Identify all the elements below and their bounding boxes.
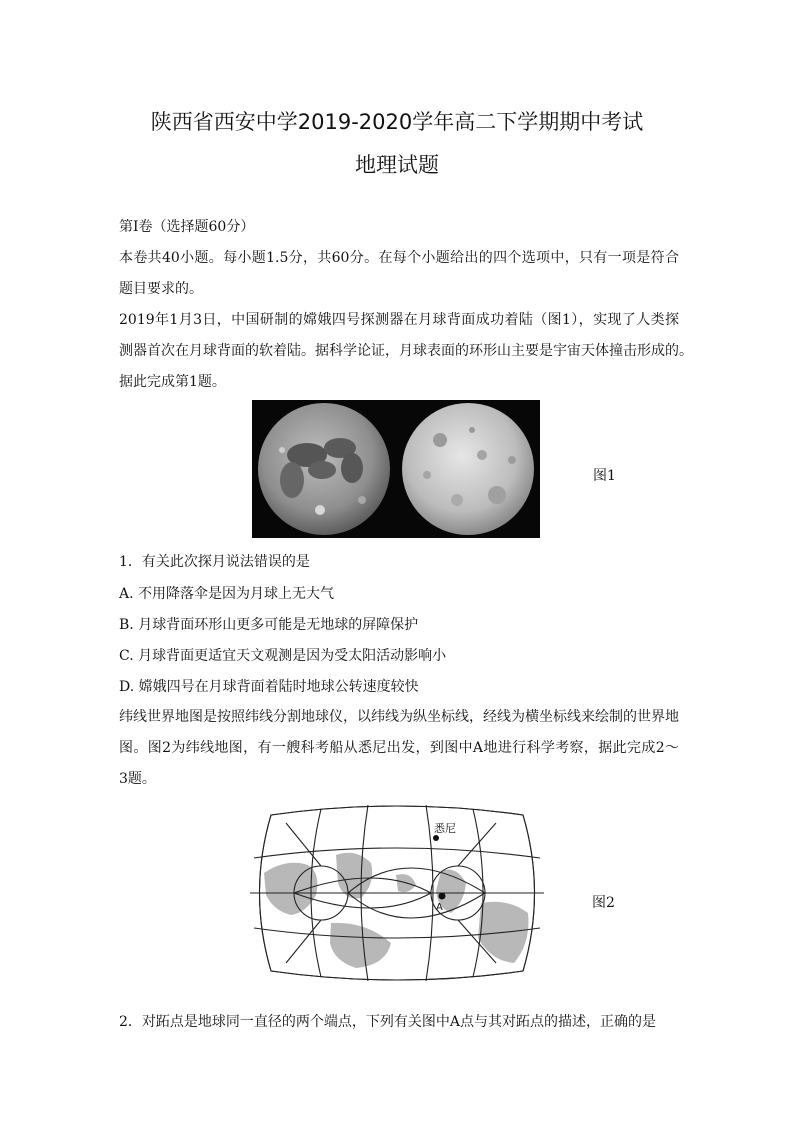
sydney-marker [433,835,439,841]
point-a-marker [439,893,446,900]
passage-1-line-3: 据此完成第1题。 [119,374,226,390]
instructions-line-2: 题目要求的。 [119,281,203,297]
moon-far-side [402,403,534,535]
passage-2-line-1: 纬线世界地图是按照纬线分割地球仪，以纬线为纵坐标线，经线为横坐标线来绘制的世界地 [119,709,679,725]
passage-2-line-2: 图。图2为纬线地图，有一艘科考船从悉尼出发，到图中A地进行科学考察，据此完成2～ [119,740,679,756]
question-2-stem: 2．对跖点是地球同一直径的两个端点，下列有关图中A点与其对跖点的描述，正确的是 [119,1014,657,1030]
instructions [119,243,679,305]
figure-2-label: 图2 [592,895,615,911]
moon-figure-image [252,400,540,538]
latitude-map-figure [246,803,548,983]
figure-1-label: 图1 [593,468,616,484]
question-1-stem: 1．有关此次探月说法错误的是 [119,554,310,570]
section-heading-text: 第Ⅰ卷（选择题60分） [119,219,255,235]
passage-1 [119,305,693,398]
passage-1-line-1: 2019年1月3日，中国研制的嫦娥四号探测器在月球背面成功着陆（图1），实现了人类探 [119,312,679,328]
passage-2 [119,702,679,795]
point-a-label: A [436,902,443,913]
moon-near-side [258,403,390,535]
instructions-line-1: 本卷共40小题。每小题1.5分，共60分。在每个小题给出的四个选项中，只有一项是符合 [119,250,679,266]
question-1-option-c: C. 月球背面更适宜天文观测是因为受太阳活动影响小 [119,648,447,664]
passage-2-line-3: 3题。 [119,771,156,787]
question-1-option-a: A. 不用降落伞是因为月球上无大气 [119,586,335,602]
question-1-option-b: B. 月球背面环形山更多可能是无地球的屏障保护 [119,617,419,633]
document-title: 陕西省西安中学2019-2020学年高二下学期期中考试 [150,110,644,134]
section-heading [119,212,679,243]
document-subtitle: 地理试题 [355,153,439,177]
sydney-label: 悉尼 [434,822,456,835]
question-1-option-d: D. 嫦娥四号在月球背面着陆时地球公转速度较快 [119,679,419,695]
passage-1-line-2: 测器首次在月球背面的软着陆。据科学论证，月球表面的环形山主要是宇宙天体撞击形成的。 [119,343,693,359]
